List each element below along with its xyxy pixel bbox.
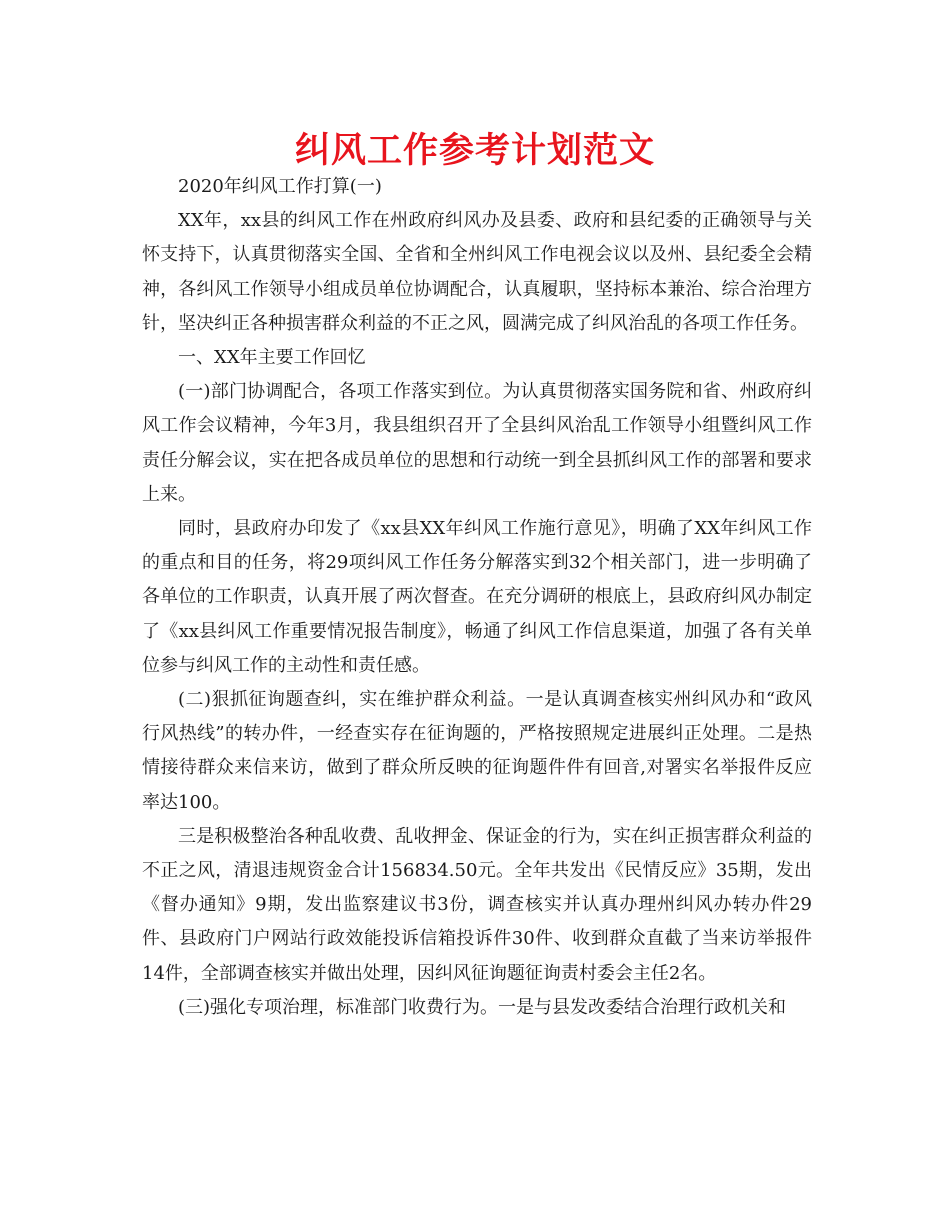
paragraph-coordination: (一)部门协调配合，各项工作落实到位。为认真贯彻落实国务院和省、州政府纠风工作会议精神，今年3月，我县组织召开了全县纠风治乱工作领导小组暨纠风工作责任分解会议，实在把各成员单位的思想和行动统一到全县抓纠风工作的部署和要求上来。 — [142, 381, 812, 505]
section-heading-2020-plan: 2020年纠风工作打算(一) — [178, 176, 382, 197]
document-body — [142, 170, 812, 1025]
paragraph-investigation: (二)狠抓征询题查纠，实在维护群众利益。一是认真调查核实州纠风办和“政风行风热线”的转办件，一经查实存在征询题的，严格按照规定进展纠正处理。二是热情接待群众来信来访，做到了群众所反映的征询题件件有回音,对署实名举报件反应率达100。 — [142, 689, 812, 813]
paragraph-intro: XX年，xx县的纠风工作在州政府纠风办及县委、政府和县纪委的正确领导与关怀支持下，认真贯彻落实全国、全省和全州纠风工作电视会议以及州、县纪委全会精神，各纠风工作领导小组成员单位协调配合，认真履职，坚持标本兼治、综合治理方针，坚决纠正各种损害群众利益的不正之风，圆满完成了纠风治乱的各项工作任务。 — [142, 210, 812, 334]
paragraph-implementation: 同时，县政府办印发了《xx县XX年纠风工作施行意见》，明确了XX年纠风工作的重点和目的任务，将29项纠风工作任务分解落实到32个相关部门，进一步明确了各单位的工作职责，认真开展了两次督查。在充分调研的根底上，县政府纠风办制定了《xx县纠风工作重要情况报告制度》，畅通了纠风工作信息渠道，加强了各有关单位参与纠风工作的主动性和责任感。 — [142, 518, 812, 676]
paragraph-fee-rectification: 三是积极整治各种乱收费、乱收押金、保证金的行为，实在纠正损害群众利益的不正之风，清退违规资金合计156834.50元。全年共发出《民情反应》35期，发出《督办通知》9期，发出监察建议书3份，调查核实并认真办理州纠风办转办件29件、县政府门户网站行政效能投诉信箱投诉件30件、收到群众直截了当来访举报件14件，全部调查核实并做出处理，因纠风征询题征询责村委会主任2名。 — [142, 825, 812, 984]
section-heading-review: 一、XX年主要工作回忆 — [178, 347, 366, 369]
paragraph-special-governance: (三)强化专项治理，标准部门收费行为。一是与县发改委结合治理行政机关和 — [178, 996, 787, 1018]
document-title: 纠风工作参考计划范文 — [294, 131, 655, 171]
